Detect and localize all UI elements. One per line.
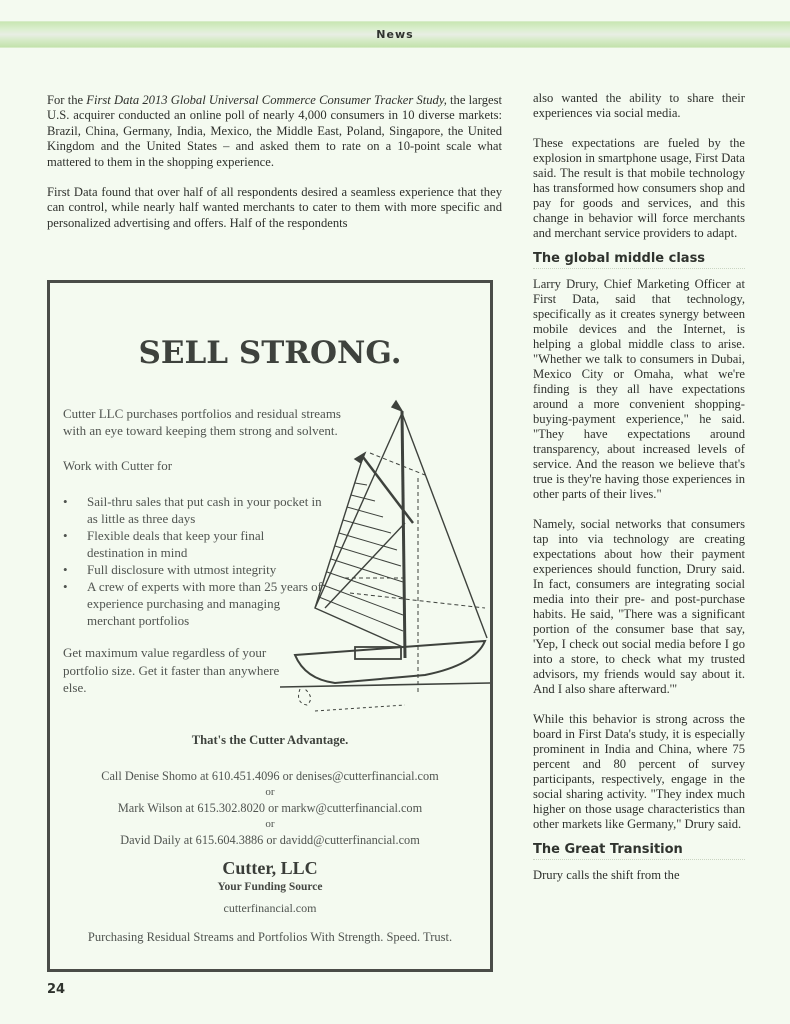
page-number: 24 (47, 982, 66, 997)
article-paragraph (47, 93, 502, 170)
sailboat-illustration (275, 393, 495, 718)
dashed-rigging (345, 453, 485, 693)
contact-mark: Mark Wilson at 615.302.8020 or markw@cutterfinancial.com (117, 801, 423, 815)
ad-benefit-text: Flexible deals that keep your final destination in mind (87, 528, 265, 560)
ad-benefit-text: Sail-thru sales that put cash in your pocket in as little as three days (87, 494, 322, 526)
keel-rudder (299, 689, 405, 711)
bullet-icon: • (63, 579, 68, 594)
ad-intro-text: Cutter LLC purchases portfolios and residual streams with an eye toward keeping them strong and solvent. (63, 406, 341, 438)
article-paragraph: Larry Drury, Chief Marketing Officer at First Data, said that technology, specifically as it creates synergy between mobile devices and the Internet, is helping a global middle class to arise. "Whether we talk to consumers in Dubai, Mexico City or Omaha, what we're finding is they all have expectations around a more convenient shopping-buying-payment experience," he said. "They have expectations around transparency, about increased levels of service. And the reason we believe that's true is they're having those experiences in other parts of their lives." (533, 277, 745, 501)
ad-tagline: Your Funding Source (217, 881, 323, 893)
spar-diagonal (325, 523, 405, 608)
article-paragraph: Drury calls the shift from the (533, 868, 680, 882)
left-article-column (47, 93, 502, 246)
waterline (280, 683, 490, 687)
mainsail-outline (315, 457, 405, 648)
ad-benefit-text: A crew of experts with more than 25 years of experience purchasing and managing merchant portfolios (87, 579, 323, 628)
bullet-icon: • (63, 528, 68, 543)
section-title: News (376, 28, 414, 41)
ad-work-with-label: Work with Cutter for (63, 458, 173, 473)
ad-slogan: Purchasing Residual Streams and Portfolios With Strength. Speed. Trust. (87, 930, 453, 944)
article-paragraph: Namely, social networks that consumers tap into via technology are creating expectations about how their payment experiences should function, Drury said. In fact, consumers are integrating social media into their pre- and post-purchase habits. He said, "There was a significant portion of the consumer base that say, 'Yep, I check out social media before I go into a store, to check what my trusted advisors, my friends would say about it. And I also share afterward.'" (533, 517, 745, 696)
cutter-advertisement (47, 280, 493, 972)
article-paragraph: First Data found that over half of all respondents desired a seamless experience that they can control, while nearly half wanted merchants to cater to them with more specific and personalized advertising and offers. Half of the respondents (47, 185, 502, 230)
text-span: the largest U.S. acquirer conducted an online poll of nearly 4,000 consumers in 10 diverse markets: Brazil, China, Germany, India, Mexico, the Middle East, Poland, Singapore, the United Kingdom and the United States – and asked them to rate on a 10-point scale what mattered to them in the shopping experience. (47, 93, 502, 169)
contact-denise: Call Denise Shomo at 610.451.4096 or denises@cutterfinancial.com (101, 769, 439, 783)
or-separator: or (265, 786, 275, 798)
article-paragraph: While this behavior is strong across the board in First Data's study, it is especially prominent in India and China, where 75 percent and 80 percent of survey participants, respectively, engage in the social sharing activity. "They index much higher on those usage characteristics than other markets like Germany," Drury said. (533, 712, 745, 831)
ad-benefit-text: Full disclosure with utmost integrity (87, 562, 277, 577)
article-paragraph: These expectations are fueled by the explosion in smartphone usage, First Data said. The result is that mobile technology has transformed how consumers shop and pay for goods and services, and this change in behavior will force merchants and merchant service providers to adapt. (533, 136, 745, 240)
text-span: For the (47, 93, 87, 107)
or-separator: or (265, 818, 275, 830)
ad-contacts (50, 767, 490, 849)
article-paragraph: also wanted the ability to share their experiences via social media. (533, 91, 745, 120)
study-title: First Data 2013 Global Universal Commerce Consumer Tracker Study, (86, 93, 447, 107)
subheading-global-middle-class: The global middle class (533, 251, 745, 269)
pennant-flag-icon (392, 401, 402, 411)
forestay (402, 413, 487, 638)
mast (402, 411, 405, 658)
ad-company-name: Cutter, LLC (222, 858, 318, 878)
bullet-icon: • (63, 562, 68, 577)
right-article-column (533, 91, 745, 898)
contact-david: David Daily at 615.604.3886 or davidd@cutterfinancial.com (120, 833, 420, 847)
ad-value-text: Get maximum value regardless of your portfolio size. Get it faster than anywhere else. (63, 645, 280, 695)
subheading-great-transition: The Great Transition (533, 842, 745, 860)
ad-website: cutterfinancial.com (223, 901, 317, 915)
ad-advantage-line: That's the Cutter Advantage. (191, 733, 349, 747)
ad-headline: SELL STRONG. (138, 335, 402, 371)
bullet-icon: • (63, 494, 68, 509)
section-header-band (0, 21, 790, 48)
